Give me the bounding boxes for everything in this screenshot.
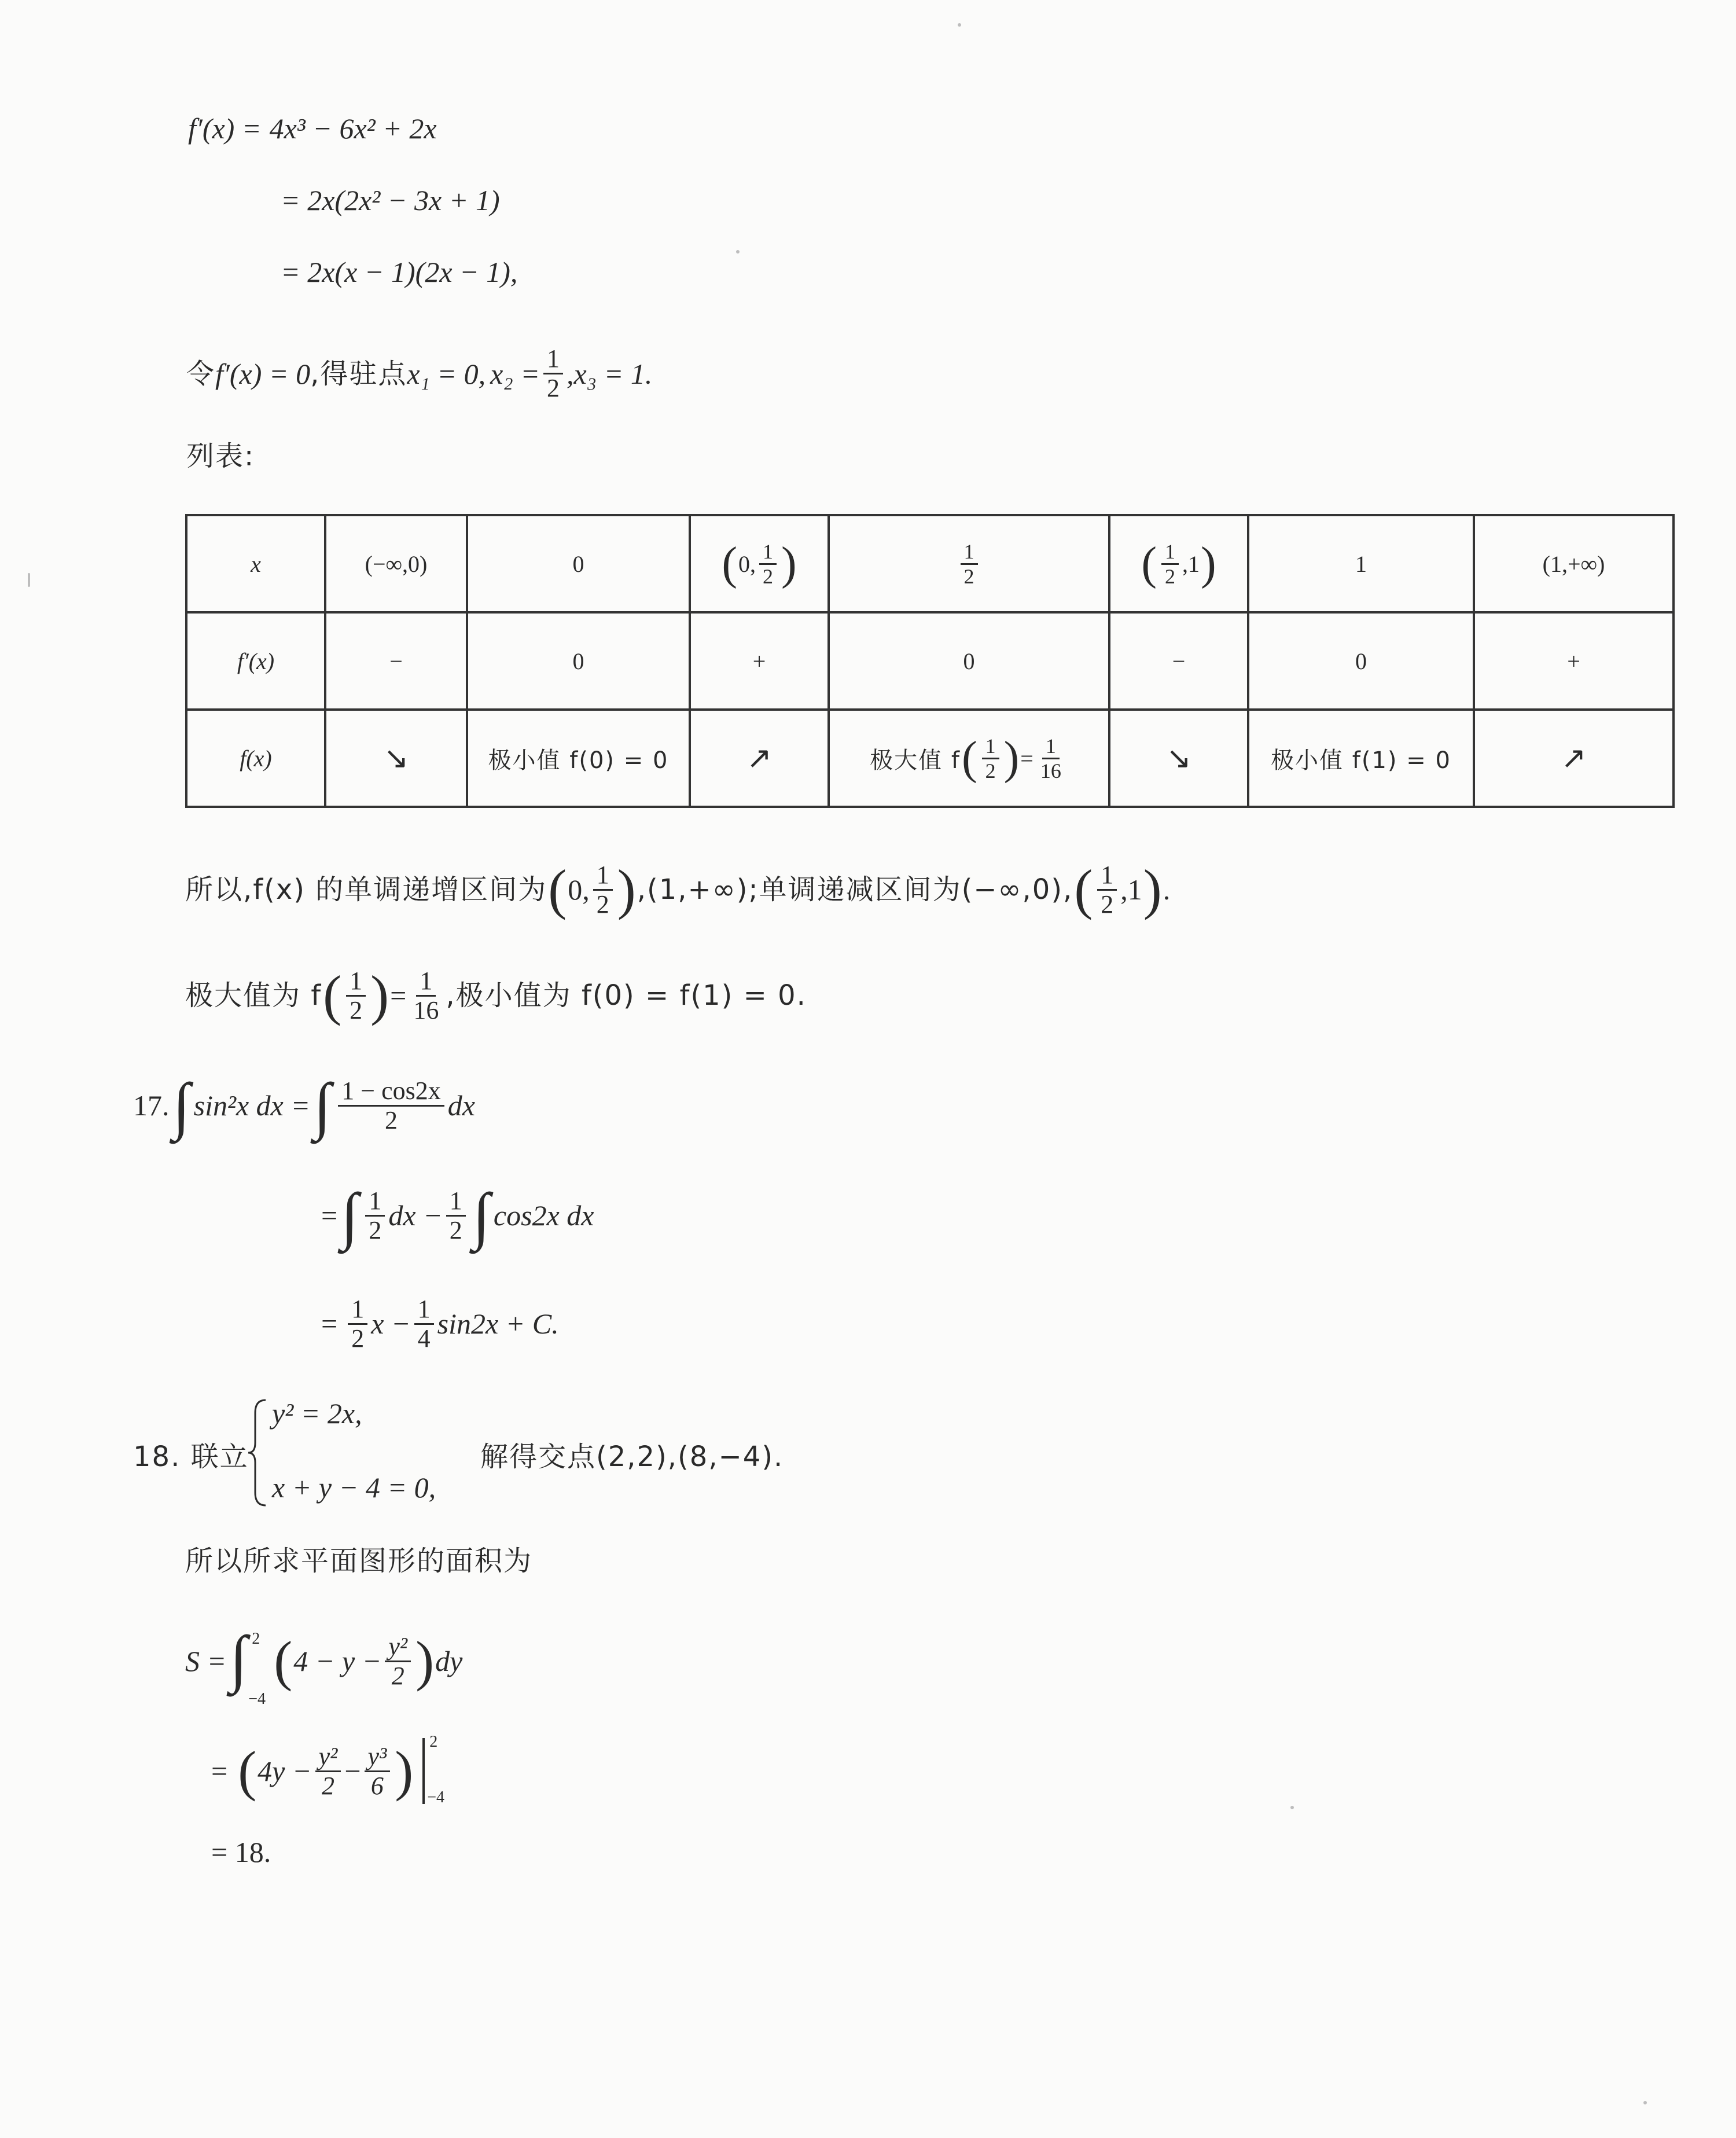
area-statement: 所以所求平面图形的面积为 <box>185 1545 533 1577</box>
fraction <box>1161 540 1179 588</box>
open-paren: ( <box>238 1740 257 1802</box>
fraction <box>593 861 613 919</box>
derivative-lhs: f′(x) = <box>188 112 262 145</box>
conclusion-monotonic-intervals <box>185 858 1170 921</box>
cell-fp-2: 0 <box>467 612 690 710</box>
close-paren: ) <box>1201 538 1216 589</box>
fraction-numerator: 1 <box>982 734 999 759</box>
fraction-denominator: 2 <box>449 1215 462 1244</box>
monotonicity-table <box>185 514 1675 808</box>
fraction <box>338 1077 444 1134</box>
fraction-numerator: y³ <box>365 1743 391 1772</box>
problem-18-label-text: 18. 联立 <box>133 1441 249 1473</box>
equals-sign: = <box>321 1199 338 1232</box>
p17-l3-b: sin2x + C. <box>437 1307 559 1340</box>
area-result: = 18. <box>211 1836 271 1868</box>
open-paren: ( <box>323 964 342 1026</box>
fraction-denominator: 2 <box>596 890 609 919</box>
fraction-numerator: 1 <box>543 345 563 374</box>
fraction <box>348 1295 367 1353</box>
fraction-denominator: 2 <box>391 1661 404 1690</box>
integral-sign-icon: ∫ <box>172 1070 190 1141</box>
stationary-points-line <box>186 345 652 402</box>
fraction <box>759 540 777 588</box>
conclusion1-a: 所以,f(x) 的单调递增区间为 <box>185 873 547 906</box>
stationary-x2: x₂ = <box>490 357 540 390</box>
close-paren: ) <box>395 1740 414 1802</box>
area-integrand-a: 4 − y − <box>293 1645 382 1677</box>
stationary-x3: ,x₃ = 1. <box>567 357 653 390</box>
cell-x-7: (1,+∞) <box>1474 515 1674 612</box>
fraction-denominator: 2 <box>547 374 560 402</box>
table-row-x <box>186 515 1674 612</box>
equals-sign: = <box>211 1755 228 1787</box>
p17-l3-a: x − <box>371 1307 411 1340</box>
scan-speck <box>28 573 30 587</box>
equals-sign: = <box>321 1307 338 1340</box>
close-paren: ) <box>617 858 636 920</box>
fraction-numerator: 1 <box>961 540 978 565</box>
fraction <box>346 967 366 1024</box>
conclusion1-c: ,(1,+∞);单调递减区间为(−∞,0), <box>637 873 1073 906</box>
scan-speck <box>736 250 740 254</box>
fraction <box>385 1633 411 1690</box>
scan-speck <box>1643 2101 1647 2104</box>
open-paren: ( <box>1141 538 1157 589</box>
cell-fp-6: 0 <box>1248 612 1474 710</box>
conclusion1-b: 0, <box>568 873 590 906</box>
conclusion1-d-b: ,1 <box>1120 873 1142 906</box>
stationary-x1: x₁ = 0, <box>407 357 486 390</box>
problem-17-line-2 <box>321 1175 594 1256</box>
fraction-numerator: 1 <box>1097 861 1117 891</box>
open-paren: ( <box>961 733 977 784</box>
stationary-eq: f′(x) = 0 <box>215 357 311 390</box>
integral-upper-limit: 2 <box>252 1630 260 1648</box>
fraction-denominator: 2 <box>985 759 996 783</box>
cell-f-local-max <box>829 710 1109 807</box>
close-paren: ) <box>781 538 797 589</box>
fraction-denominator: 2 <box>351 1324 365 1353</box>
integral-sign-icon: ∫ <box>314 1070 332 1141</box>
fraction-numerator: 1 <box>346 967 366 997</box>
fraction-denominator: 2 <box>1165 564 1175 588</box>
cell-f-label: f(x) <box>186 710 325 807</box>
p17-l2-a: dx − <box>388 1199 443 1232</box>
derivative-line-2: = 2x(2x² − 3x + 1) <box>281 184 500 216</box>
fraction-denominator: 16 <box>413 995 439 1024</box>
cell-f-local-min-1: 极小值 f(1) = 0 <box>1248 710 1474 807</box>
fraction-numerator: 1 <box>446 1187 466 1217</box>
cell-x-3-a: 0, <box>738 550 756 577</box>
scan-speck <box>958 23 961 27</box>
fraction-numerator: 1 <box>1161 540 1179 565</box>
decreasing-arrow-icon: ↘ <box>1109 710 1248 807</box>
fraction-denominator: 2 <box>321 1771 334 1800</box>
close-paren: ) <box>1003 733 1020 784</box>
cell-x-6: 1 <box>1248 515 1474 612</box>
system-equation-2: x + y − 4 = 0, <box>272 1471 436 1504</box>
table-title: 列表: <box>186 440 255 472</box>
p17-l1-b: dx <box>447 1089 475 1122</box>
equals-sign: = <box>390 979 407 1012</box>
problem-17-line-1 <box>133 1065 475 1146</box>
cell-x-label: x <box>186 515 325 612</box>
cell-x-2: 0 <box>467 515 690 612</box>
table-row-fprime <box>186 612 1674 710</box>
cell-f-local-min-0: 极小值 f(0) = 0 <box>467 710 690 807</box>
problem-17-line-3 <box>321 1286 559 1361</box>
derivative-rhs: 4x³ − 6x² + 2x <box>269 112 437 145</box>
evaluation-upper-limit: 2 <box>429 1733 438 1751</box>
increasing-arrow-icon: ↗ <box>1474 710 1674 807</box>
cell-x-3 <box>690 515 829 612</box>
fraction-numerator: 1 <box>416 967 436 997</box>
minus-sign: − <box>344 1755 361 1787</box>
evaluation-bar-line <box>422 1738 425 1804</box>
area-integral-line <box>185 1621 463 1708</box>
cell-f-4-a: 极大值 f <box>870 747 961 774</box>
fraction-numerator: 1 <box>365 1187 385 1217</box>
stationary-half-fraction <box>543 345 563 402</box>
cell-x-5-b: ,1 <box>1182 550 1200 577</box>
fraction-denominator: 2 <box>763 564 773 588</box>
derivative-line-1 <box>188 110 437 147</box>
fraction <box>315 1743 341 1800</box>
integral-sign-icon: ∫ <box>230 1623 248 1693</box>
fraction-numerator: 1 − cos2x <box>338 1077 444 1107</box>
fraction-denominator: 2 <box>1101 890 1114 919</box>
cell-fp-4: 0 <box>829 612 1109 710</box>
fraction <box>410 967 442 1024</box>
fraction <box>365 1187 385 1244</box>
cell-x-4 <box>829 515 1109 612</box>
system-equation-1: y² = 2x, <box>272 1397 362 1430</box>
fraction <box>961 540 978 588</box>
p17-l1-a: sin²x dx = <box>193 1089 311 1122</box>
cell-x-5 <box>1109 515 1248 612</box>
fraction <box>414 1295 434 1353</box>
fraction <box>982 734 999 783</box>
fraction-numerator: 1 <box>414 1295 434 1325</box>
cell-fp-5: − <box>1109 612 1248 710</box>
evaluation-bar <box>419 1733 454 1809</box>
fraction-denominator: 6 <box>370 1771 384 1800</box>
fraction-numerator: y² <box>385 1633 411 1662</box>
fraction-numerator: 1 <box>759 540 777 565</box>
close-paren: ) <box>1143 858 1162 920</box>
area-dy: dy <box>435 1645 463 1677</box>
conclusion-extrema <box>185 961 807 1030</box>
system-brace-icon <box>246 1398 268 1508</box>
cell-x-1: (−∞,0) <box>325 515 467 612</box>
fraction-denominator: 16 <box>1040 759 1061 783</box>
conclusion1-end: . <box>1163 873 1171 906</box>
area-antiderivative-line <box>211 1731 454 1812</box>
scan-speck <box>1290 1806 1294 1809</box>
open-paren: ( <box>722 538 737 589</box>
conclusion2-a: 极大值为 f <box>185 979 322 1012</box>
fraction-denominator: 2 <box>369 1215 382 1244</box>
cell-fp-label: f′(x) <box>186 612 325 710</box>
equals-sign: = <box>1020 745 1033 772</box>
fraction-numerator: 1 <box>1042 734 1060 759</box>
derivative-line-3: = 2x(x − 1)(2x − 1), <box>281 256 518 288</box>
area-lhs: S = <box>185 1645 227 1677</box>
open-paren: ( <box>274 1630 293 1692</box>
conclusion2-b: ,极小值为 f(0) = f(1) = 0. <box>446 979 807 1012</box>
p17-l2-b: cos2x dx <box>493 1199 594 1232</box>
fraction-denominator: 2 <box>963 564 974 588</box>
fraction-denominator: 2 <box>384 1105 398 1134</box>
definite-integral <box>226 1621 273 1708</box>
integral-lower-limit: −4 <box>248 1690 266 1708</box>
intersection-result: 解得交点(2,2),(8,−4). <box>480 1441 784 1473</box>
cell-fp-7: + <box>1474 612 1674 710</box>
integral-sign-icon: ∫ <box>341 1180 359 1251</box>
decreasing-arrow-icon: ↘ <box>325 710 467 807</box>
fraction-numerator: 1 <box>593 861 613 891</box>
problem-17-label: 17. <box>133 1089 170 1122</box>
fraction <box>1037 734 1065 783</box>
close-paren: ) <box>415 1630 435 1692</box>
fraction-denominator: 2 <box>350 995 363 1024</box>
cell-fp-1: − <box>325 612 467 710</box>
fraction <box>365 1743 391 1800</box>
stationary-prefix: 令 <box>186 357 216 390</box>
fraction-numerator: 1 <box>348 1295 367 1325</box>
fraction-numerator: y² <box>315 1743 341 1772</box>
open-paren: ( <box>548 858 567 920</box>
evaluation-lower-limit: −4 <box>427 1788 445 1806</box>
antiderivative-a: 4y − <box>258 1755 312 1787</box>
table-row-f <box>186 710 1674 807</box>
fraction <box>446 1187 466 1244</box>
fraction-denominator: 4 <box>417 1324 431 1353</box>
increasing-arrow-icon: ↗ <box>690 710 829 807</box>
fraction <box>1097 861 1117 919</box>
cell-fp-3: + <box>690 612 829 710</box>
stationary-mid: ,得驻点 <box>310 357 407 390</box>
integral-sign-icon: ∫ <box>472 1180 490 1251</box>
close-paren: ) <box>370 964 389 1026</box>
problem-18-label <box>133 1438 249 1475</box>
open-paren: ( <box>1074 858 1093 920</box>
